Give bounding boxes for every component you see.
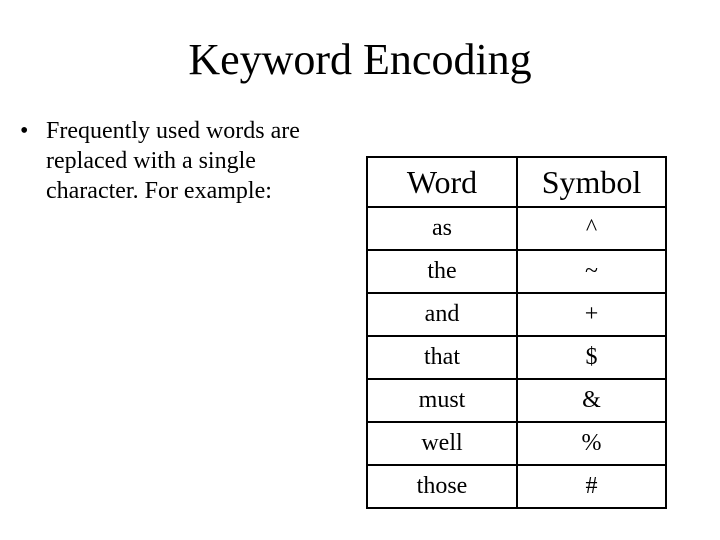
- table-row: [367, 207, 666, 250]
- symbol-cell: ~: [517, 250, 666, 293]
- table-row: [367, 250, 666, 293]
- word-cell: well: [367, 422, 517, 465]
- bullet-marker: •: [20, 118, 29, 144]
- bullet-text: Frequently used words are replaced with a single character. For example:: [46, 118, 300, 204]
- word-cell: that: [367, 336, 517, 379]
- table-row: [367, 422, 666, 465]
- table-header-row: [367, 157, 666, 207]
- symbol-cell: $: [517, 336, 666, 379]
- table-row: [367, 336, 666, 379]
- bullet-point: [20, 116, 320, 206]
- keyword-encoding-table: [366, 156, 667, 509]
- word-cell: as: [367, 207, 517, 250]
- table-row: [367, 379, 666, 422]
- symbol-cell: &: [517, 379, 666, 422]
- word-cell: must: [367, 379, 517, 422]
- column-header-symbol: Symbol: [517, 157, 666, 207]
- symbol-cell: +: [517, 293, 666, 336]
- symbol-cell: %: [517, 422, 666, 465]
- word-cell: the: [367, 250, 517, 293]
- symbol-cell: #: [517, 465, 666, 508]
- slide-title: Keyword Encoding: [188, 35, 532, 84]
- column-header-word: Word: [367, 157, 517, 207]
- word-cell: those: [367, 465, 517, 508]
- table-row: [367, 293, 666, 336]
- table-row: [367, 465, 666, 508]
- symbol-cell: ^: [517, 207, 666, 250]
- word-cell: and: [367, 293, 517, 336]
